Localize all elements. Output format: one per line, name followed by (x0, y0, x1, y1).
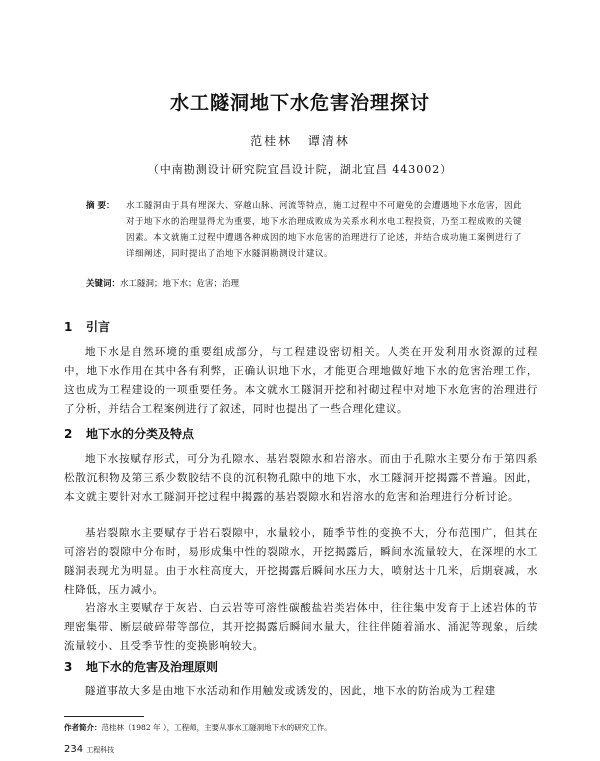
section-number: 3 (64, 660, 73, 674)
section-heading (64, 658, 218, 675)
footnote-text: 范桂林（1982 年 ），工程师，主要从事水工隧洞地下水的研究工作。 (101, 723, 332, 732)
footnote-rule (64, 716, 144, 717)
abstract (86, 198, 522, 262)
section-number: 2 (64, 427, 73, 441)
paragraph: 地下水按赋存形式，可分为孔隙水、基岩裂隙水和岩溶水。而由于孔隙水主要分布于第四系松散沉积物及第三系少数胶结不良的沉积物孔隙中的地下水，水工隧洞开挖揭露不普遍。因此，本文就主要针对水工隧洞开挖过程中揭露的基岩裂隙水和岩溶水的危害和治理进行分析讨论。 (64, 453, 538, 503)
page-footer (64, 744, 114, 755)
keywords-text: 水工隧洞；地下水；危害；治理 (120, 279, 240, 289)
section-title: 地下水的分类及特点 (86, 427, 195, 441)
page-number: 234 (64, 744, 84, 755)
section-heading (64, 425, 194, 442)
abstract-text: 水工隧洞由于具有埋深大、穿越山脉、河流等特点，施工过程中不可避免的会遭遇地下水危害，因此对于地下水的治理显得尤为重要，地下水治理成败成为关系水利水电工程投资，乃至工程成败的关键因素。本文就施工过程中遭遇各种成因的地下水危害的治理进行了论述，并结合成功施工案例进行了详细阐述，同时提出了治地下水隧洞勘测设计建议。 (126, 201, 523, 259)
keywords-label: 关键词： (86, 279, 121, 289)
section-number: 1 (64, 320, 73, 334)
footnote (64, 722, 538, 733)
section-title: 引言 (86, 320, 111, 334)
journal-name: 工程科技 (86, 746, 115, 754)
paper-title: 水工隧洞地下水危害治理探讨 (169, 92, 430, 114)
paragraph: 隧道事故大多是由地下水活动和作用触发或诱发的，因此，地下水的防治成为工程建 (85, 685, 496, 697)
keywords (86, 277, 522, 289)
abstract-label: 摘 要： (86, 201, 115, 211)
footnote-label: 作者简介： (64, 723, 102, 732)
paragraph: 基岩裂隙水主要赋存于岩石裂隙中，水量较小，随季节性的变换不大，分布范围广，但其在可溶岩的裂隙中分布时，易形成集中性的裂隙水，开挖揭露后，瞬间水流量较大，在深埋的水工隧洞表现尤为明显。由于水柱高度大，开挖揭露后瞬间水压力大，喷射达十几米，后期衰减，水柱降低，压力减小。 (64, 527, 538, 596)
affiliation: （中南勘测设计研究院宜昌设计院，湖北宜昌 443002） (147, 163, 453, 176)
section-title: 地下水的危害及治理原则 (86, 660, 219, 674)
authors: 范桂林 谭清林 (250, 134, 350, 148)
paragraph: 地下水是自然环境的重要组成部分，与工程建设密切相关。人类在开发利用水资源的过程中，地下水作用在其中各有利弊，正确认识地下水，才能更合理地做好地下水的危害治理工作，这也成为工程建设的一项重要任务。本文就水工隧洞开挖和衬砌过程中对地下水危害的治理进行了分析，并结合工程案例进行了叙述，同时也提出了一些合理化建议。 (64, 346, 538, 415)
paragraph: 岩溶水主要赋存于灰岩、白云岩等可溶性碳酸盐岩类岩体中，往往集中发育于上述岩体的节理密集带、断层破碎带等部位，其开挖揭露后瞬间水量大，往往伴随着涌水、涌泥等现象，后续流量较小、且受季节性的变换影响较大。 (64, 602, 538, 652)
section-heading (64, 318, 110, 335)
